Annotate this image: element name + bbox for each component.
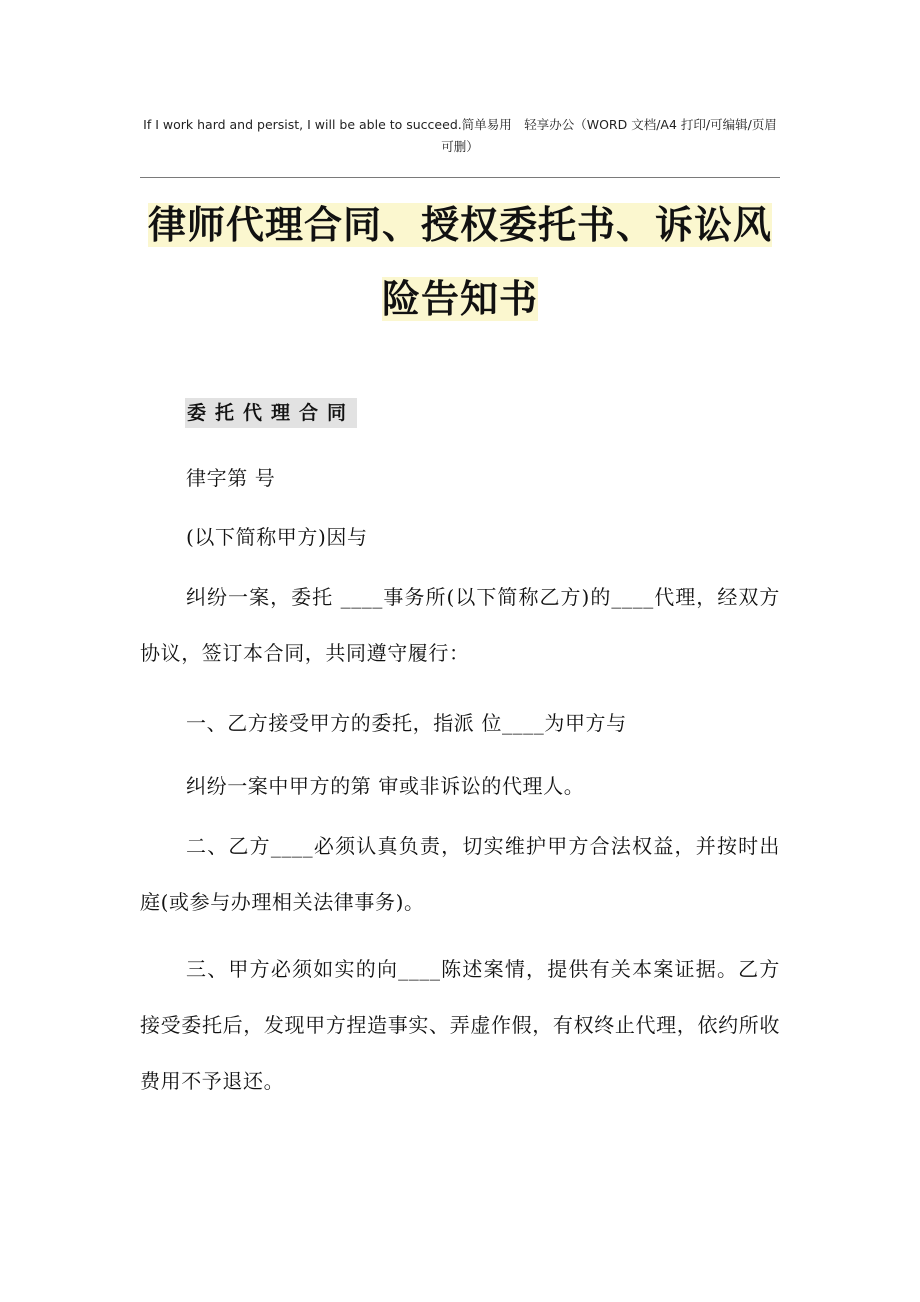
paragraph-3: 纠纷一案，委托 ____事务所(以下简称乙方)的____代理，经双方协议，签订本合同，共同遵守履行： [140, 585, 780, 665]
paragraph-5: 纠纷一案中甲方的第 审或非诉讼的代理人。 [186, 774, 585, 798]
document-title-text: 律师代理合同、授权委托书、诉讼风险告知书 [147, 203, 772, 321]
page-header: If I work hard and persist, I will be able to succeed.简单易用 轻享办公（WORD 文档/A4 打印/可编辑/页眉可删） [143, 117, 777, 154]
paragraph-7: 三、甲方必须如实的向____陈述案情，提供有关本案证据。乙方接受委托后，发现甲方捏造事实、弄虚作假，有权终止代理，依约所收费用不予退还。 [140, 957, 780, 1093]
paragraph-1: 律字第 号 [186, 466, 276, 490]
paragraph-4: 一、乙方接受甲方的委托，指派 位____为甲方与 [186, 711, 627, 735]
section-title: 委托代理合同 [185, 398, 357, 428]
header-divider [140, 177, 780, 178]
paragraph-2: (以下简称甲方)因与 [186, 525, 368, 549]
paragraph-6: 二、乙方____必须认真负责，切实维护甲方合法权益，并按时出庭(或参与办理相关法律事务)。 [140, 834, 780, 914]
document-title [140, 188, 780, 336]
